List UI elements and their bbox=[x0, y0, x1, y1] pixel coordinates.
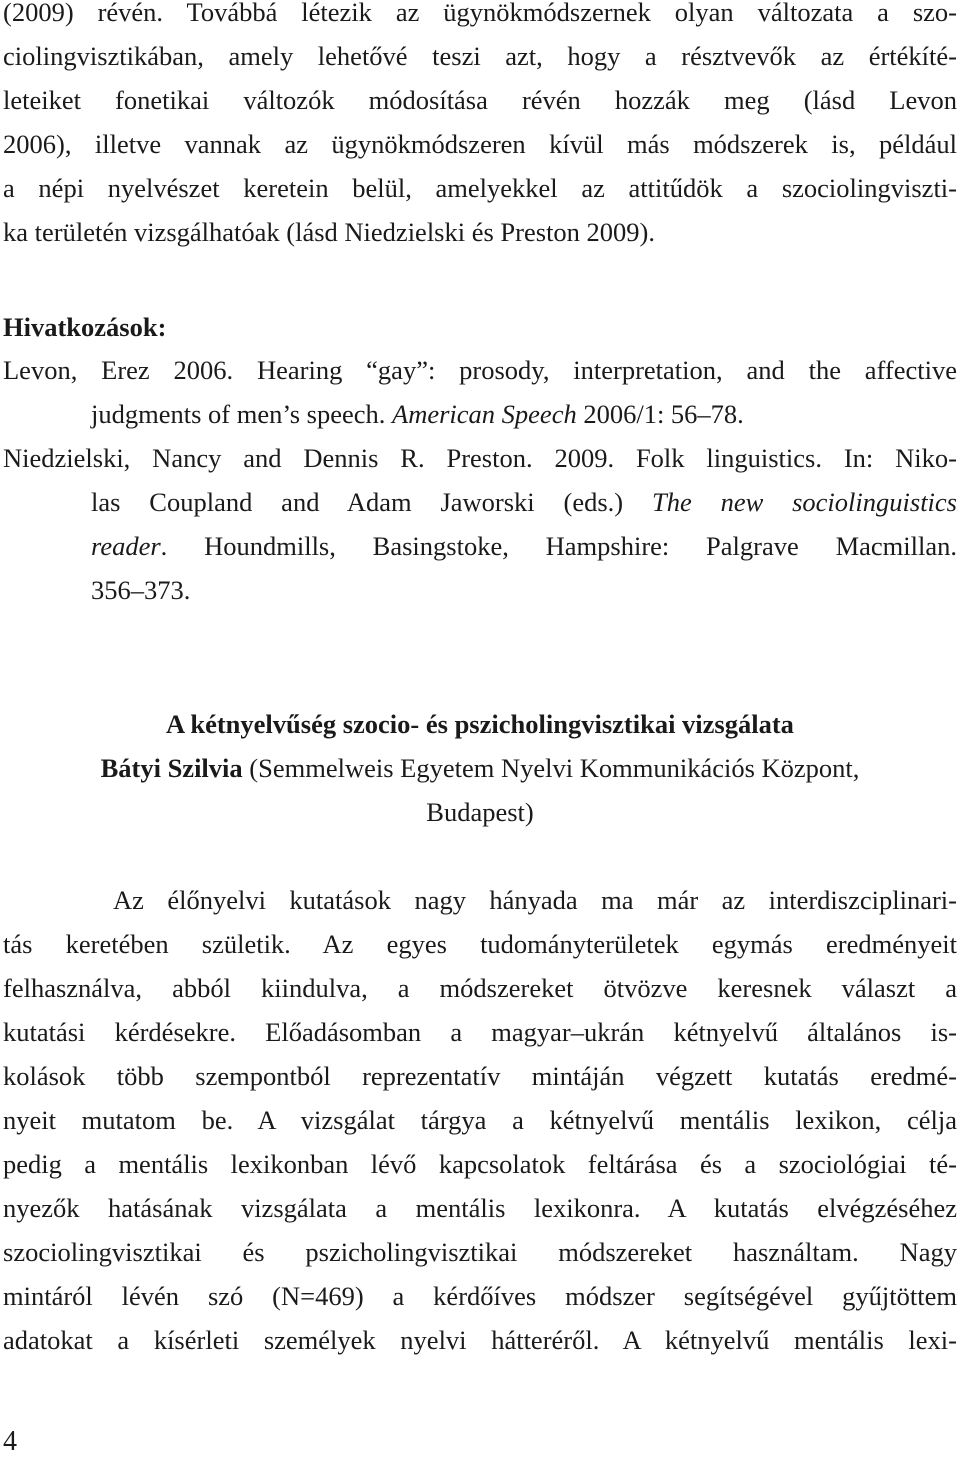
reference-book-title: The new sociolinguistics bbox=[651, 487, 957, 517]
abstract-line: szociolingvisztikai és pszicholingvisztikai módszereket használtam. Nagy bbox=[3, 1237, 957, 1267]
intro-line: a népi nyelvészet keretein belül, amelyekkel az attitűdök a szociolingviszti- bbox=[3, 173, 957, 203]
reference-text: judgments of men’s speech. bbox=[91, 399, 393, 429]
author-affiliation: (Semmelweis Egyetem Nyelvi Kommunikációs Központ, bbox=[242, 753, 860, 783]
references-list bbox=[3, 348, 957, 612]
intro-line: leteiket fonetikai változók módosítása révén hozzák meg (lásd Levon bbox=[3, 85, 957, 115]
reference-text: las Coupland and Adam Jaworski (eds.) bbox=[91, 487, 652, 517]
reference-line bbox=[3, 392, 957, 436]
reference-line bbox=[3, 524, 957, 568]
reference-book-title: reader bbox=[91, 531, 161, 561]
article-header bbox=[0, 702, 960, 834]
author-affiliation-city: Budapest) bbox=[426, 797, 534, 827]
page-number: 4 bbox=[3, 1426, 17, 1457]
abstract-line: nyezők hatásának vizsgálata a mentális lexikonra. A kutatás elvégzéséhez bbox=[3, 1193, 957, 1223]
reference-item bbox=[3, 348, 957, 436]
reference-journal: American Speech bbox=[392, 399, 577, 429]
reference-line: Levon, Erez 2006. Hearing “gay”: prosody, interpretation, and the affective bbox=[3, 355, 957, 385]
reference-text: . Houndmills, Basingstoke, Hampshire: Palgrave Macmillan. bbox=[160, 531, 957, 561]
abstract-line: kutatási kérdésekre. Előadásomban a magyar–ukrán kétnyelvű általános is- bbox=[3, 1017, 957, 1047]
abstract-line: mintáról lévén szó (N=469) a kérdőíves módszer segítségével gyűjtöttem bbox=[3, 1281, 957, 1311]
reference-line bbox=[3, 480, 957, 524]
author-name: Bátyi Szilvia bbox=[100, 753, 243, 783]
abstract-line: felhasználva, abból kiindulva, a módszereket ötvözve keresnek választ a bbox=[3, 973, 957, 1003]
abstract-line: tás keretében születik. Az egyes tudományterületek egymás eredményeit bbox=[3, 929, 957, 959]
reference-line: 356–373. bbox=[91, 575, 191, 605]
abstract-line: nyeit mutatom be. A vizsgálat tárgya a kétnyelvű mentális lexikon, célja bbox=[3, 1105, 957, 1135]
reference-text: 2006/1: 56–78. bbox=[576, 399, 744, 429]
intro-line: ciolingvisztikában, amely lehetővé teszi azt, hogy a résztvevők az értékíté- bbox=[3, 41, 957, 71]
reference-line: Niedzielski, Nancy and Dennis R. Preston. 2009. Folk linguistics. In: Niko- bbox=[3, 443, 957, 473]
abstract-line: adatokat a kísérleti személyek nyelvi hátteréről. A kétnyelvű mentális lexi- bbox=[3, 1325, 957, 1355]
abstract-line: Az élőnyelvi kutatások nagy hányada ma már az interdiszciplinari- bbox=[113, 885, 957, 915]
intro-paragraph bbox=[3, 0, 957, 254]
article-title: A kétnyelvűség szocio- és pszicholingvisztikai vizsgálata bbox=[166, 709, 794, 739]
abstract-line: pedig a mentális lexikonban lévő kapcsolatok feltárása és a szociológiai té- bbox=[3, 1149, 957, 1179]
intro-line: (2009) révén. Továbbá létezik az ügynökmódszernek olyan változata a szo- bbox=[3, 0, 957, 27]
abstract-paragraph bbox=[3, 878, 957, 1362]
references-heading: Hivatkozások: bbox=[3, 312, 167, 342]
abstract-line: kolások több szempontból reprezentatív mintáján végzett kutatás eredmé- bbox=[3, 1061, 957, 1091]
author-line bbox=[0, 746, 960, 790]
reference-item bbox=[3, 436, 957, 612]
intro-line: ka területén vizsgálhatóak (lásd Niedzielski és Preston 2009). bbox=[3, 217, 656, 247]
intro-line: 2006), illetve vannak az ügynökmódszeren kívül más módszerek is, például bbox=[3, 129, 957, 159]
